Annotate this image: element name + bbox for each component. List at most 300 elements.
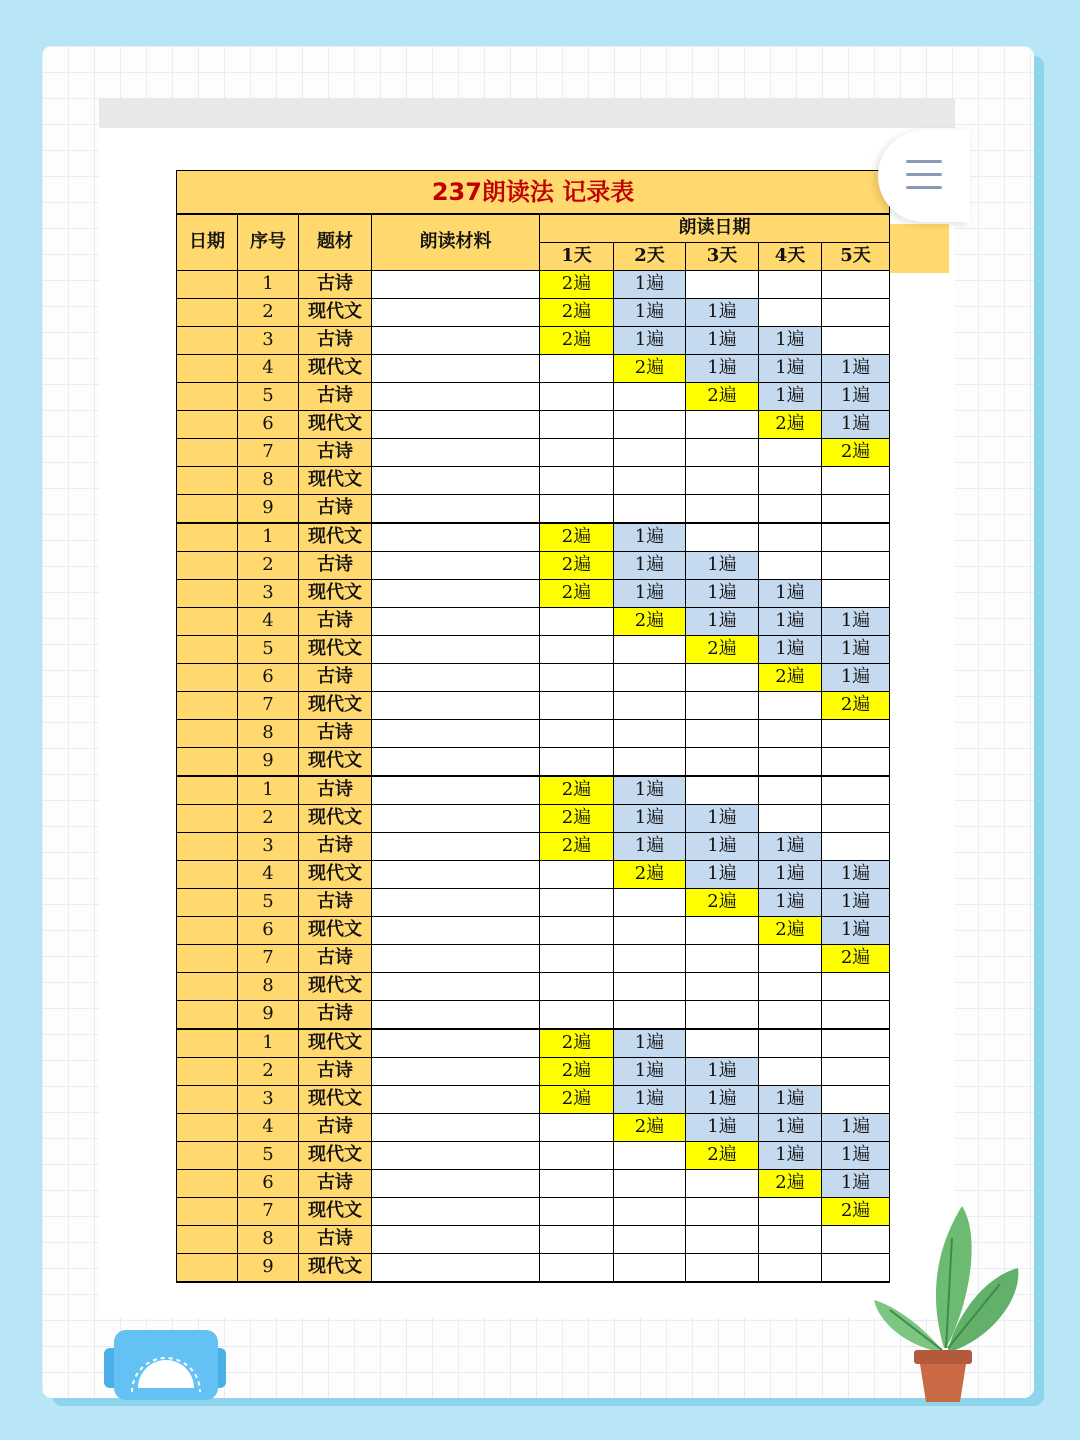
table-row: [177, 551, 890, 579]
date-cell[interactable]: [177, 916, 238, 944]
table-row: [177, 747, 890, 776]
date-cell[interactable]: [177, 804, 238, 832]
day-5-cell[interactable]: 2遍: [822, 691, 890, 719]
material-cell[interactable]: [372, 747, 540, 776]
day-2-cell[interactable]: [614, 888, 686, 916]
day-2-cell[interactable]: 1遍: [614, 804, 686, 832]
day-4-cell[interactable]: 1遍: [759, 860, 822, 888]
day-2-cell[interactable]: 2遍: [614, 860, 686, 888]
material-cell[interactable]: [372, 1029, 540, 1058]
subject-cell: 古诗: [299, 776, 372, 805]
day-1-cell[interactable]: 2遍: [540, 804, 614, 832]
date-cell[interactable]: [177, 551, 238, 579]
material-cell[interactable]: [372, 1253, 540, 1282]
seq-cell: 8: [238, 972, 299, 1000]
day-3-cell[interactable]: [686, 438, 759, 466]
date-cell[interactable]: [177, 860, 238, 888]
day-3-cell[interactable]: [686, 523, 759, 552]
day-4-cell[interactable]: [759, 1197, 822, 1225]
material-cell[interactable]: [372, 354, 540, 382]
day-1-cell[interactable]: [540, 972, 614, 1000]
day-5-cell[interactable]: [822, 466, 890, 494]
seq-cell: 6: [238, 663, 299, 691]
date-cell[interactable]: [177, 494, 238, 523]
day-4-cell[interactable]: 1遍: [759, 382, 822, 410]
day-3-cell[interactable]: 2遍: [686, 382, 759, 410]
date-cell[interactable]: [177, 466, 238, 494]
day-2-cell[interactable]: [614, 916, 686, 944]
day-4-cell[interactable]: [759, 1000, 822, 1029]
day-3-cell[interactable]: 2遍: [686, 1141, 759, 1169]
day-1-cell[interactable]: [540, 607, 614, 635]
date-cell[interactable]: [177, 832, 238, 860]
day-4-cell[interactable]: [759, 691, 822, 719]
material-cell[interactable]: [372, 1085, 540, 1113]
material-cell[interactable]: [372, 326, 540, 354]
day-2-cell[interactable]: [614, 691, 686, 719]
date-cell[interactable]: [177, 354, 238, 382]
day-4-cell[interactable]: [759, 776, 822, 805]
day-4-cell[interactable]: [759, 1029, 822, 1058]
seq-cell: 2: [238, 298, 299, 326]
day-4-cell[interactable]: 1遍: [759, 635, 822, 663]
day-3-cell[interactable]: [686, 1253, 759, 1282]
day-4-cell[interactable]: [759, 719, 822, 747]
day-5-cell[interactable]: [822, 832, 890, 860]
day-2-cell[interactable]: [614, 438, 686, 466]
day-1-cell[interactable]: 2遍: [540, 776, 614, 805]
table-row: [177, 860, 890, 888]
day-1-cell[interactable]: [540, 494, 614, 523]
day-2-cell[interactable]: 1遍: [614, 523, 686, 552]
material-cell[interactable]: [372, 1057, 540, 1085]
day-2-cell[interactable]: 1遍: [614, 270, 686, 298]
day-4-cell[interactable]: 1遍: [759, 888, 822, 916]
subject-cell: 现代文: [299, 1197, 372, 1225]
day-2-cell[interactable]: 1遍: [614, 298, 686, 326]
subject-cell: 现代文: [299, 804, 372, 832]
material-cell[interactable]: [372, 832, 540, 860]
day-3-cell[interactable]: [686, 494, 759, 523]
day-4-cell[interactable]: [759, 298, 822, 326]
date-cell[interactable]: [177, 1057, 238, 1085]
date-cell[interactable]: [177, 270, 238, 298]
day-3-cell[interactable]: [686, 747, 759, 776]
day-3-cell[interactable]: 1遍: [686, 551, 759, 579]
day-2-cell[interactable]: [614, 663, 686, 691]
date-cell[interactable]: [177, 1000, 238, 1029]
day-3-cell[interactable]: [686, 663, 759, 691]
day-5-cell[interactable]: 1遍: [822, 354, 890, 382]
day-4-cell[interactable]: [759, 270, 822, 298]
day-1-cell[interactable]: [540, 1141, 614, 1169]
subject-cell: 现代文: [299, 1085, 372, 1113]
day-2-cell[interactable]: [614, 719, 686, 747]
date-cell[interactable]: [177, 1253, 238, 1282]
day-3-cell[interactable]: [686, 1169, 759, 1197]
day-5-cell[interactable]: [822, 776, 890, 805]
day-1-cell[interactable]: [540, 1197, 614, 1225]
day-5-cell[interactable]: 1遍: [822, 607, 890, 635]
day-5-cell[interactable]: [822, 326, 890, 354]
day-3-cell[interactable]: [686, 1197, 759, 1225]
table-row: [177, 832, 890, 860]
subject-cell: 古诗: [299, 1225, 372, 1253]
table-row: [177, 298, 890, 326]
day-4-cell[interactable]: 1遍: [759, 579, 822, 607]
day-2-cell[interactable]: 1遍: [614, 776, 686, 805]
date-cell[interactable]: [177, 579, 238, 607]
day-5-cell[interactable]: [822, 747, 890, 776]
day-5-cell[interactable]: 1遍: [822, 860, 890, 888]
day-1-cell[interactable]: [540, 691, 614, 719]
subject-cell: 现代文: [299, 691, 372, 719]
date-cell[interactable]: [177, 747, 238, 776]
seq-cell: 4: [238, 1113, 299, 1141]
day-2-cell[interactable]: [614, 635, 686, 663]
seq-cell: 7: [238, 944, 299, 972]
material-cell[interactable]: [372, 607, 540, 635]
day-4-cell[interactable]: 1遍: [759, 1113, 822, 1141]
seq-cell: 3: [238, 832, 299, 860]
subject-cell: 现代文: [299, 1253, 372, 1282]
day-3-cell[interactable]: [686, 1000, 759, 1029]
table-row: [177, 270, 890, 298]
material-cell[interactable]: [372, 523, 540, 552]
day-1-cell[interactable]: [540, 635, 614, 663]
day-4-cell[interactable]: 1遍: [759, 354, 822, 382]
date-cell[interactable]: [177, 972, 238, 1000]
date-cell[interactable]: [177, 1085, 238, 1113]
day-5-cell[interactable]: 1遍: [822, 663, 890, 691]
material-cell[interactable]: [372, 551, 540, 579]
date-cell[interactable]: [177, 1169, 238, 1197]
potted-plant-icon: [872, 1198, 1022, 1404]
date-cell[interactable]: [177, 523, 238, 552]
day-3-cell[interactable]: 1遍: [686, 326, 759, 354]
day-1-cell[interactable]: 2遍: [540, 270, 614, 298]
date-cell[interactable]: [177, 663, 238, 691]
table-row: [177, 1141, 890, 1169]
day-5-cell[interactable]: 1遍: [822, 1113, 890, 1141]
table-row: [177, 607, 890, 635]
date-cell[interactable]: [177, 1197, 238, 1225]
day-2-cell[interactable]: 2遍: [614, 607, 686, 635]
day-3-cell[interactable]: [686, 410, 759, 438]
day-1-cell[interactable]: [540, 916, 614, 944]
date-cell[interactable]: [177, 410, 238, 438]
day-4-cell[interactable]: [759, 804, 822, 832]
subject-cell: 现代文: [299, 1029, 372, 1058]
day-4-cell[interactable]: [759, 972, 822, 1000]
day-4-cell[interactable]: [759, 551, 822, 579]
seq-cell: 3: [238, 1085, 299, 1113]
day-5-cell[interactable]: [822, 551, 890, 579]
day-5-cell[interactable]: 2遍: [822, 944, 890, 972]
subject-cell: 现代文: [299, 635, 372, 663]
material-cell[interactable]: [372, 663, 540, 691]
table-row: [177, 916, 890, 944]
day-1-cell[interactable]: 2遍: [540, 1085, 614, 1113]
day-1-cell[interactable]: [540, 1113, 614, 1141]
day-3-cell[interactable]: 1遍: [686, 1085, 759, 1113]
day-5-cell[interactable]: 1遍: [822, 635, 890, 663]
date-cell[interactable]: [177, 326, 238, 354]
material-cell[interactable]: [372, 719, 540, 747]
day-2-cell[interactable]: 2遍: [614, 354, 686, 382]
material-cell[interactable]: [372, 972, 540, 1000]
day-2-cell[interactable]: 1遍: [614, 1057, 686, 1085]
day-3-cell[interactable]: 1遍: [686, 579, 759, 607]
day-3-cell[interactable]: 1遍: [686, 354, 759, 382]
material-cell[interactable]: [372, 579, 540, 607]
date-cell[interactable]: [177, 438, 238, 466]
day-5-cell[interactable]: [822, 719, 890, 747]
day-2-cell[interactable]: 1遍: [614, 1029, 686, 1058]
day-1-cell[interactable]: [540, 860, 614, 888]
day-4-cell[interactable]: [759, 466, 822, 494]
material-cell[interactable]: [372, 691, 540, 719]
day-4-cell[interactable]: [759, 438, 822, 466]
day-3-cell[interactable]: 2遍: [686, 635, 759, 663]
day-1-cell[interactable]: [540, 1169, 614, 1197]
day-5-cell[interactable]: 1遍: [822, 916, 890, 944]
subject-cell: 现代文: [299, 410, 372, 438]
day-3-cell[interactable]: [686, 776, 759, 805]
material-cell[interactable]: [372, 860, 540, 888]
day-3-cell[interactable]: 2遍: [686, 888, 759, 916]
day-2-cell[interactable]: [614, 382, 686, 410]
material-cell[interactable]: [372, 270, 540, 298]
material-cell[interactable]: [372, 944, 540, 972]
day-1-cell[interactable]: [540, 888, 614, 916]
date-cell[interactable]: [177, 691, 238, 719]
date-cell[interactable]: [177, 1141, 238, 1169]
material-cell[interactable]: [372, 1169, 540, 1197]
material-cell[interactable]: [372, 776, 540, 805]
day-3-cell[interactable]: 1遍: [686, 860, 759, 888]
day-2-cell[interactable]: 1遍: [614, 579, 686, 607]
day-1-cell[interactable]: [540, 747, 614, 776]
table-row: [177, 1253, 890, 1282]
day-5-cell[interactable]: [822, 494, 890, 523]
seq-cell: 1: [238, 523, 299, 552]
day-2-cell[interactable]: [614, 747, 686, 776]
day-2-cell[interactable]: 1遍: [614, 551, 686, 579]
day-2-cell[interactable]: [614, 1197, 686, 1225]
day-3-cell[interactable]: 1遍: [686, 804, 759, 832]
day-1-cell[interactable]: [540, 410, 614, 438]
day-5-cell[interactable]: [822, 270, 890, 298]
day-2-cell[interactable]: [614, 944, 686, 972]
day-4-cell[interactable]: 1遍: [759, 607, 822, 635]
material-cell[interactable]: [372, 635, 540, 663]
table-row: [177, 972, 890, 1000]
day-1-cell[interactable]: 2遍: [540, 1057, 614, 1085]
subject-cell: 现代文: [299, 523, 372, 552]
day-1-cell[interactable]: 2遍: [540, 326, 614, 354]
day-5-cell[interactable]: [822, 1057, 890, 1085]
day-3-cell[interactable]: 1遍: [686, 607, 759, 635]
day-1-cell[interactable]: 2遍: [540, 551, 614, 579]
day-5-cell[interactable]: [822, 579, 890, 607]
header-date: 日期: [177, 214, 238, 270]
day-1-cell[interactable]: [540, 354, 614, 382]
day-3-cell[interactable]: 1遍: [686, 1057, 759, 1085]
date-cell[interactable]: [177, 1029, 238, 1058]
subject-cell: 古诗: [299, 607, 372, 635]
day-2-cell[interactable]: [614, 1225, 686, 1253]
material-cell[interactable]: [372, 888, 540, 916]
day-4-cell[interactable]: 2遍: [759, 1169, 822, 1197]
day-4-cell[interactable]: 1遍: [759, 1141, 822, 1169]
table-row: [177, 494, 890, 523]
day-5-cell[interactable]: 1遍: [822, 382, 890, 410]
day-1-cell[interactable]: 2遍: [540, 523, 614, 552]
day-2-cell[interactable]: 2遍: [614, 1113, 686, 1141]
day-2-cell[interactable]: [614, 494, 686, 523]
day-3-cell[interactable]: [686, 1225, 759, 1253]
date-cell[interactable]: [177, 607, 238, 635]
day-3-cell[interactable]: 1遍: [686, 832, 759, 860]
day-1-cell[interactable]: [540, 438, 614, 466]
day-4-cell[interactable]: [759, 747, 822, 776]
day-3-cell[interactable]: [686, 972, 759, 1000]
day-2-cell[interactable]: [614, 972, 686, 1000]
day-1-cell[interactable]: 2遍: [540, 298, 614, 326]
day-4-cell[interactable]: 2遍: [759, 916, 822, 944]
date-cell[interactable]: [177, 776, 238, 805]
day-4-cell[interactable]: [759, 944, 822, 972]
header-day-3: 3天: [686, 242, 759, 270]
day-4-cell[interactable]: 1遍: [759, 832, 822, 860]
day-1-cell[interactable]: [540, 382, 614, 410]
date-cell[interactable]: [177, 944, 238, 972]
day-1-cell[interactable]: 2遍: [540, 1029, 614, 1058]
day-5-cell[interactable]: [822, 1085, 890, 1113]
material-cell[interactable]: [372, 298, 540, 326]
seq-cell: 5: [238, 1141, 299, 1169]
day-4-cell[interactable]: [759, 523, 822, 552]
day-1-cell[interactable]: [540, 466, 614, 494]
day-2-cell[interactable]: 1遍: [614, 1085, 686, 1113]
day-1-cell[interactable]: [540, 944, 614, 972]
day-5-cell[interactable]: 1遍: [822, 888, 890, 916]
day-5-cell[interactable]: [822, 523, 890, 552]
menu-button[interactable]: [878, 130, 970, 222]
day-1-cell[interactable]: [540, 1225, 614, 1253]
day-1-cell[interactable]: [540, 663, 614, 691]
subject-cell: 现代文: [299, 354, 372, 382]
material-cell[interactable]: [372, 804, 540, 832]
day-4-cell[interactable]: [759, 1253, 822, 1282]
day-1-cell[interactable]: [540, 1000, 614, 1029]
day-3-cell[interactable]: [686, 691, 759, 719]
material-cell[interactable]: [372, 466, 540, 494]
day-5-cell[interactable]: 1遍: [822, 410, 890, 438]
table-row: [177, 1029, 890, 1058]
day-4-cell[interactable]: [759, 1225, 822, 1253]
day-5-cell[interactable]: 2遍: [822, 1197, 890, 1225]
day-1-cell[interactable]: 2遍: [540, 832, 614, 860]
day-4-cell[interactable]: [759, 1057, 822, 1085]
header-day-5: 5天: [822, 242, 890, 270]
date-cell[interactable]: [177, 382, 238, 410]
day-3-cell[interactable]: [686, 916, 759, 944]
day-5-cell[interactable]: [822, 1029, 890, 1058]
material-cell[interactable]: [372, 494, 540, 523]
table-row: [177, 1000, 890, 1029]
date-cell[interactable]: [177, 1113, 238, 1141]
material-cell[interactable]: [372, 410, 540, 438]
day-5-cell[interactable]: [822, 1000, 890, 1029]
day-5-cell[interactable]: 2遍: [822, 438, 890, 466]
seq-cell: 5: [238, 888, 299, 916]
material-cell[interactable]: [372, 1197, 540, 1225]
date-cell[interactable]: [177, 635, 238, 663]
subject-cell: 古诗: [299, 326, 372, 354]
day-5-cell[interactable]: [822, 804, 890, 832]
material-cell[interactable]: [372, 438, 540, 466]
day-5-cell[interactable]: 1遍: [822, 1169, 890, 1197]
day-2-cell[interactable]: [614, 466, 686, 494]
date-cell[interactable]: [177, 888, 238, 916]
material-cell[interactable]: [372, 1225, 540, 1253]
table-row: [177, 635, 890, 663]
day-4-cell[interactable]: 1遍: [759, 1085, 822, 1113]
day-3-cell[interactable]: [686, 719, 759, 747]
seq-cell: 6: [238, 916, 299, 944]
day-3-cell[interactable]: [686, 466, 759, 494]
material-cell[interactable]: [372, 1141, 540, 1169]
day-2-cell[interactable]: [614, 1000, 686, 1029]
seq-cell: 9: [238, 494, 299, 523]
day-3-cell[interactable]: [686, 1029, 759, 1058]
day-3-cell[interactable]: [686, 270, 759, 298]
day-5-cell[interactable]: [822, 972, 890, 1000]
subject-cell: 古诗: [299, 944, 372, 972]
day-1-cell[interactable]: 2遍: [540, 579, 614, 607]
day-3-cell[interactable]: [686, 944, 759, 972]
table-row: [177, 663, 890, 691]
day-2-cell[interactable]: [614, 1253, 686, 1282]
date-cell[interactable]: [177, 1225, 238, 1253]
day-4-cell[interactable]: 2遍: [759, 663, 822, 691]
day-1-cell[interactable]: [540, 1253, 614, 1282]
day-4-cell[interactable]: [759, 494, 822, 523]
material-cell[interactable]: [372, 916, 540, 944]
day-3-cell[interactable]: 1遍: [686, 298, 759, 326]
day-3-cell[interactable]: 1遍: [686, 1113, 759, 1141]
day-1-cell[interactable]: [540, 719, 614, 747]
day-2-cell[interactable]: [614, 410, 686, 438]
day-5-cell[interactable]: 1遍: [822, 1141, 890, 1169]
day-4-cell[interactable]: 2遍: [759, 410, 822, 438]
date-cell[interactable]: [177, 298, 238, 326]
day-2-cell[interactable]: 1遍: [614, 326, 686, 354]
date-cell[interactable]: [177, 719, 238, 747]
day-2-cell[interactable]: 1遍: [614, 832, 686, 860]
day-4-cell[interactable]: 1遍: [759, 326, 822, 354]
header-material: 朗读材料: [372, 214, 540, 270]
day-2-cell[interactable]: [614, 1141, 686, 1169]
material-cell[interactable]: [372, 1113, 540, 1141]
day-5-cell[interactable]: [822, 298, 890, 326]
day-2-cell[interactable]: [614, 1169, 686, 1197]
material-cell[interactable]: [372, 382, 540, 410]
subject-cell: 现代文: [299, 1141, 372, 1169]
material-cell[interactable]: [372, 1000, 540, 1029]
